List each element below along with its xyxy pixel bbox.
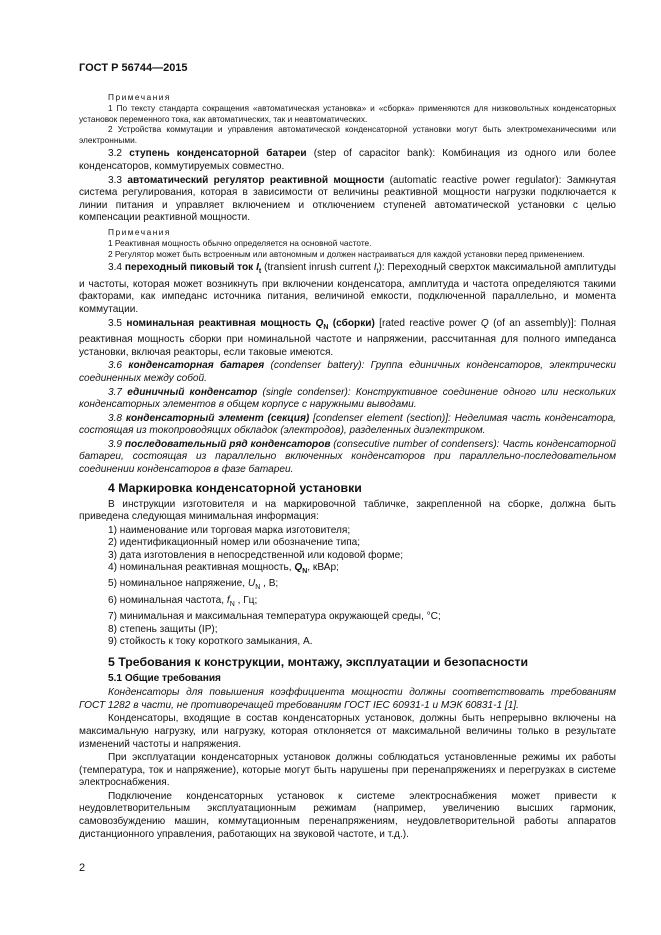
definition-3-3: 3.3 автоматический регулятор реактивной мощности (automatic reactive power regulator): Замкнутая система регулирования, которая в зависимости от величины реактивной мощности нагрузки подключается к линии питания и управляет включением и отключением ступеней автоматической установки с целью компенсации реактивной мощности. <box>79 174 616 224</box>
list-item: 1) наименование или торговая марка изготовителя; <box>108 524 351 536</box>
list-item: 4) номинальная реактивная мощность, $Q_N$, кВАр; <box>108 562 339 576</box>
document-header: ГОСТ Р 56744—2015 <box>79 62 188 74</box>
definition-3-7: 3.7 единичный конденсатор (single condenser): Конструктивное соединение одного или нескольких конденсаторных элементов в общем корпусе с наружными выводами. <box>79 386 616 411</box>
definition-3-6: 3.6 конденсаторная батарея (condenser battery): Группа единичных конденсаторов, электрически соединенных между собой. <box>79 360 616 384</box>
list-item: 3) дата изготовления в непосредственной или кодовой форме; <box>108 549 404 561</box>
definition-3-8: 3.8 конденсаторный элемент (секция) [condenser element (section)]: Неделимая часть конденсатора, состоящая из токопроводящих обкладок (электродов), разделенных диэлектриком. <box>79 412 616 437</box>
definition-3-2: 3.2 ступень конденсаторной батареи (step of capacitor bank): Комбинация из одного или более конденсаторов, коммутируемых совместно. <box>79 148 616 172</box>
list-item: 6) номинальная частота, $f_N$ , Гц; <box>108 594 258 608</box>
section-5-heading: 5 Требования к конструкции, монтажу, эксплуатации и безопасности <box>108 654 529 669</box>
list-item: 7) минимальная и максимальная температура окружающей среды, °C; <box>108 611 441 623</box>
page-number: 2 <box>79 862 86 874</box>
definition-3-9: 3.9 последовательный ряд конденсаторов (consecutive number of condensers): Часть конденсаторной батареи, состоящая из параллельно включенных конденсаторов при параллельно-последовательном соединении конденсаторов в фазе батареи. <box>79 438 616 476</box>
section-5-1-paragraph: Подключение конденсаторных установок к системе электроснабжения может привести к неудовлетворительным эксплуатационным режимам (например, увеличению высших гармоник, самовозбуждению машин, коммутационным перенапряжениям, неудовлетворительной работы аппаратов дистанционного управления, работающих на звуковой частоте, и т.д.). <box>79 790 616 840</box>
list-item: 2) идентификационный номер или обозначение типа; <box>108 537 361 549</box>
notes-label: Примечания <box>108 92 171 102</box>
section-5-1-paragraph: Конденсаторы для повышения коэффициента мощности должны соответствовать требованиям ГОСТ 1282 в части, не противоречащей требованиям ГОСТ IEC 60931-1 и МЭК 60831-1 [1]. <box>79 687 616 711</box>
section-4-intro: В инструкции изготовителя и на маркировочной табличке, закрепленной на сборке, должна быть приведена следующая минимальная информация: <box>79 498 616 523</box>
definition-3-5: 3.5 номинальная реактивная мощность $Q_N$ (сборки) [rated reactive power Q (of an assembly)]: Полная реактивная мощность сборки при номинальной частоте и напряжении, рассчитанная для полного импеданса установки, включая реакторы, если таковые имеются. <box>79 317 616 358</box>
list-item: 9) стойкость к току короткого замыкания, А. <box>108 636 313 648</box>
note-item: 1 По тексту стандарта сокращения «автоматическая установка» и «сборка» применяются для низковольтных конденсаторных установок переменного тока, как автоматических, так и неавтоматических. <box>79 103 616 124</box>
notes-label: Примечания <box>108 226 171 237</box>
list-item: 5) номинальное напряжение, $U_N$ , В; <box>108 578 279 592</box>
section-5-1-paragraph: При эксплуатации конденсаторных установок должны соблюдаться установленные режимы их работы (температура, ток и напряжение), которые могут быть нарушены при перенапряжениях и перегрузках в системе электроснабжения. <box>79 752 616 789</box>
section-5-1-heading: 5.1 Общие требования <box>108 672 221 684</box>
page-body <box>79 90 616 842</box>
list-item: 8) степень защиты (IP); <box>108 623 218 635</box>
note-item: 2 Регулятор может быть встроенным или автономным и должен настраиваться для каждой установки перед применением. <box>108 248 585 259</box>
note-item: 2 Устройства коммутации и управления автоматической конденсаторной установки могут быть электромеханическими или электронными. <box>79 124 616 145</box>
definition-3-4: 3.4 переходный пиковый ток $I_t$ (transient inrush current $I_t$): Переходный сверхток максимальной амплитуды и частоты, которая может возникнуть при включении конденсатора, амплитуда и частота определяются такими факторами, как импеданс источника питания, величиной емкости, подключенной параллельно, и момента коммутации. <box>79 262 616 315</box>
section-4-heading: 4 Маркировка конденсаторной установки <box>108 480 362 495</box>
section-5-1-paragraph: Конденсаторы, входящие в состав конденсаторных установок, должны быть непрерывно включены на максимальную нагрузку, или нагрузку, которая отклоняется от максимальной величины только в результате изменений частоты и напряжения. <box>79 713 616 750</box>
note-item: 1 Реактивная мощность обычно определяется на основной частоте. <box>108 237 372 248</box>
